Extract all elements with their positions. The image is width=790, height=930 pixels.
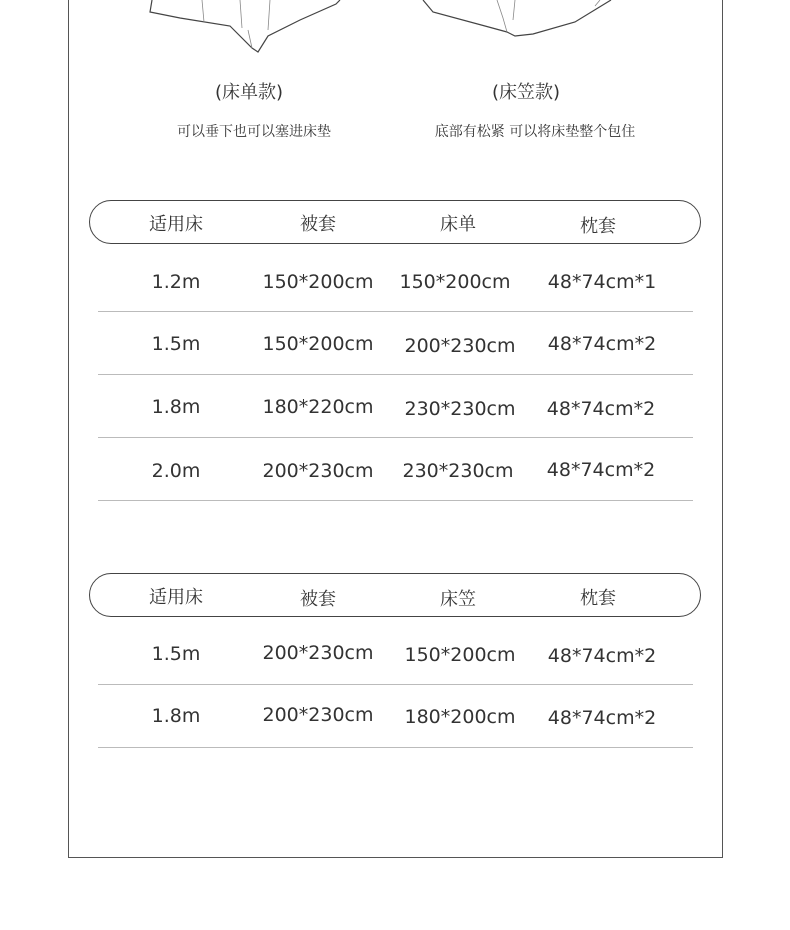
table1-row4-duvet: 200*230cm xyxy=(262,460,374,482)
table2-row2-duvet: 200*230cm xyxy=(262,704,374,726)
table1-divider xyxy=(98,374,693,375)
table1-divider xyxy=(98,437,693,438)
table2-row2-pillow: 48*74cm*2 xyxy=(547,707,657,729)
table2-row2-fitted: 180*200cm xyxy=(404,706,516,728)
table1-row3-duvet: 180*220cm xyxy=(262,396,374,418)
table1-row3-sheet: 230*230cm xyxy=(404,398,516,420)
table2-header-pillow: 枕套 xyxy=(580,588,616,609)
table1-row2-pillow: 48*74cm*2 xyxy=(547,333,657,355)
fitted-sheet-desc: 底部有松紧 可以将床垫整个包住 xyxy=(434,124,636,140)
table1-header-bed: 适用床 xyxy=(149,214,203,235)
table2-row1-duvet: 200*230cm xyxy=(262,642,374,664)
table1-row4-sheet: 230*230cm xyxy=(402,460,514,482)
table1-row2-sheet: 200*230cm xyxy=(404,335,516,357)
table2-row1-bed: 1.5m xyxy=(151,643,201,665)
table2-divider xyxy=(98,747,693,748)
flat-sheet-desc: 可以垂下也可以塞进床垫 xyxy=(177,124,331,140)
table2-row1-pillow: 48*74cm*2 xyxy=(547,645,657,667)
fitted-sheet-illustration xyxy=(415,0,625,45)
table2-header-fitted: 床笠 xyxy=(440,589,476,610)
table2-header-duvet: 被套 xyxy=(300,589,336,610)
table1-row1-bed: 1.2m xyxy=(151,271,201,293)
flat-sheet-title: (床单款) xyxy=(214,82,284,103)
table2-header-bed: 适用床 xyxy=(149,587,203,608)
table1-row3-pillow: 48*74cm*2 xyxy=(546,398,656,420)
table1-row1-duvet: 150*200cm xyxy=(262,271,374,293)
table1-divider xyxy=(98,500,693,501)
table1-header-sheet: 床单 xyxy=(440,214,476,235)
table2-row1-fitted: 150*200cm xyxy=(404,644,516,666)
table1-row4-bed: 2.0m xyxy=(151,460,201,482)
fitted-sheet-title: (床笠款) xyxy=(491,82,561,103)
table1-row1-sheet: 150*200cm xyxy=(399,271,511,293)
table1-row1-pillow: 48*74cm*1 xyxy=(547,271,657,293)
table1-header-duvet: 被套 xyxy=(300,214,336,235)
table2-divider xyxy=(98,684,693,685)
table1-divider xyxy=(98,311,693,312)
table1-row3-bed: 1.8m xyxy=(151,396,201,418)
flat-sheet-illustration xyxy=(140,0,350,60)
table1-row2-duvet: 150*200cm xyxy=(262,333,374,355)
table1-row4-pillow: 48*74cm*2 xyxy=(546,459,656,481)
table1-header-pillow: 枕套 xyxy=(580,216,616,237)
table2-row2-bed: 1.8m xyxy=(151,705,201,727)
table1-row2-bed: 1.5m xyxy=(151,333,201,355)
